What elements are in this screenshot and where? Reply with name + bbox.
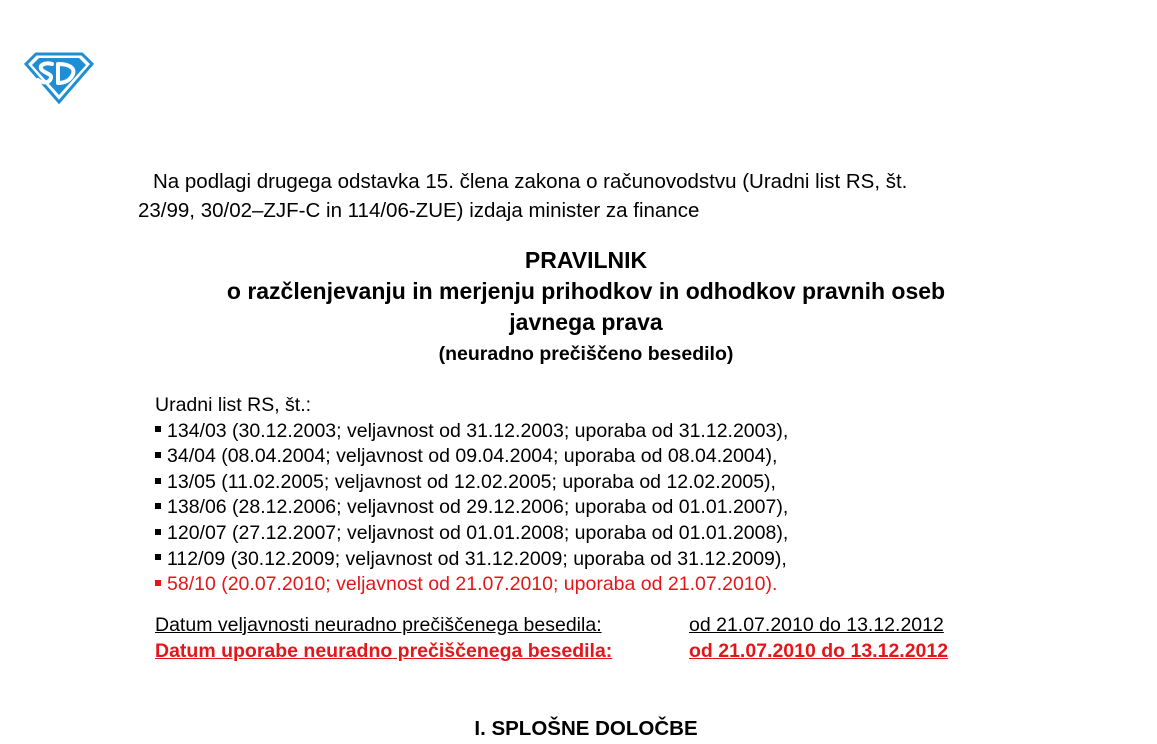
usage-date-row (155, 638, 1055, 664)
gazette-entry: 34/04 (08.04.2004; veljavnost od 09.04.2004; uporaba od 08.04.2004), (155, 444, 1055, 470)
gazette-references (155, 393, 1055, 598)
bullet-icon (155, 426, 161, 432)
logo-emblem-icon (22, 50, 96, 104)
intro-line-2: 23/99, 30/02–ZJF-C in 114/06-ZUE) izdaja minister za finance (138, 199, 700, 222)
bullet-icon (155, 554, 161, 560)
validity-date-row (155, 612, 1055, 638)
validity-date-value: od 21.07.2010 do 13.12.2012 (689, 614, 944, 636)
gazette-heading: Uradni list RS, št.: (155, 394, 312, 416)
gazette-entry: 138/06 (28.12.2006; veljavnost od 29.12.2006; uporaba od 01.01.2007), (155, 495, 1055, 521)
gazette-entry: 112/09 (30.12.2009; veljavnost od 31.12.2009; uporaba od 31.12.2009), (155, 547, 1055, 573)
gazette-entry: 120/07 (27.12.2007; veljavnost od 01.01.2008; uporaba od 01.01.2008), (155, 521, 1055, 547)
document-title-block (0, 245, 1157, 369)
intro-paragraph (138, 167, 1038, 225)
section-heading: I. SPLOŠNE DOLOČBE (474, 717, 698, 740)
logo (22, 50, 96, 104)
bullet-icon (155, 529, 161, 535)
document-subtitle-line-2: javnega prava (509, 309, 663, 335)
document-title: PRAVILNIK (524, 247, 648, 273)
usage-date-label: Datum uporabe neuradno prečiščenega besedila: (155, 640, 613, 662)
document-subtitle-line-1: o razčlenjevanju in merjenju prihodkov in odhodkov pravnih oseb (226, 278, 946, 304)
validity-date-label: Datum veljavnosti neuradno prečiščenega besedila: (155, 614, 602, 636)
bullet-icon (155, 580, 161, 586)
consolidation-dates (155, 612, 1055, 664)
usage-date-value: od 21.07.2010 do 13.12.2012 (689, 640, 949, 662)
gazette-entry: 13/05 (11.02.2005; veljavnost od 12.02.2005; uporaba od 12.02.2005), (155, 470, 1055, 496)
bullet-icon (155, 503, 161, 509)
gazette-entry-latest: 58/10 (20.07.2010; veljavnost od 21.07.2010; uporaba od 21.07.2010). (155, 572, 1055, 598)
document-note: (neuradno prečiščeno besedilo) (438, 343, 734, 365)
bullet-icon (155, 478, 161, 484)
bullet-icon (155, 452, 161, 458)
gazette-list (155, 419, 1055, 598)
gazette-entry: 134/03 (30.12.2003; veljavnost od 31.12.2003; uporaba od 31.12.2003), (155, 419, 1055, 445)
intro-line-1: Na podlagi drugega odstavka 15. člena zakona o računovodstvu (Uradni list RS, št. (153, 170, 908, 193)
